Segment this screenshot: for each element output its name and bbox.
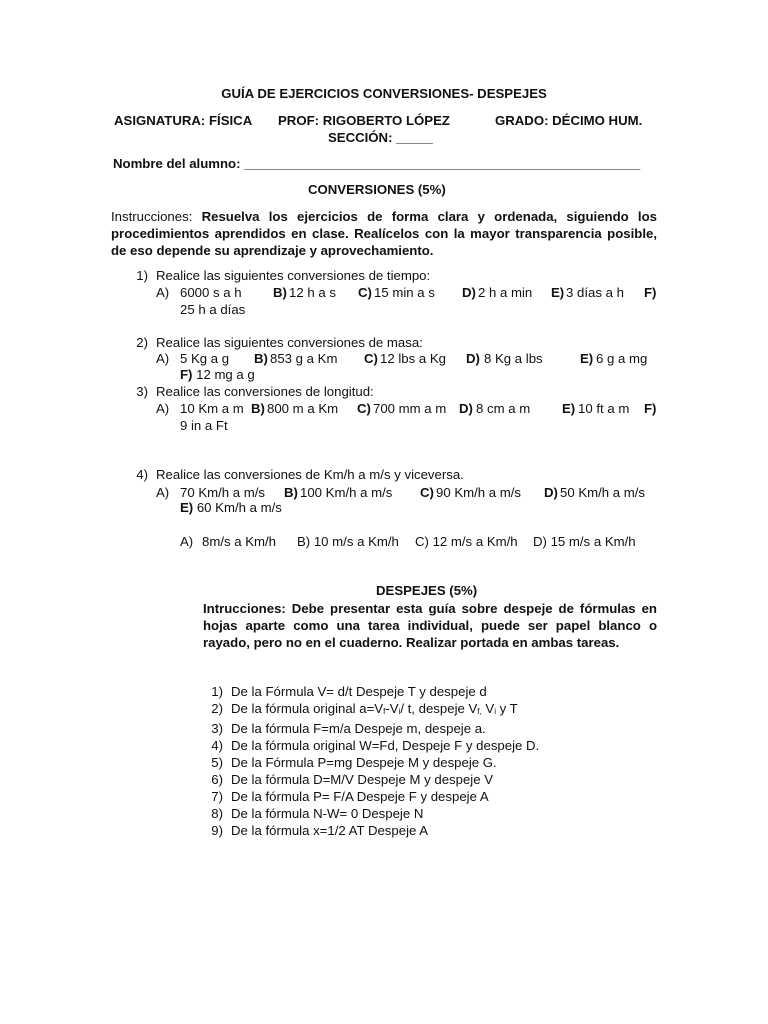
option-text: 12 lbs a Kg [380, 351, 446, 366]
list-item [201, 754, 539, 771]
item-number: 1) [211, 684, 223, 699]
list-item [201, 771, 539, 788]
option-text: 90 Km/h a m/s [436, 485, 522, 500]
option-letter: A) [156, 401, 170, 416]
item-number: 9) [211, 823, 223, 838]
item-number: 7) [211, 789, 223, 804]
item-text: De la fórmula original a=V [231, 701, 384, 716]
professor-label: PROF: RIGOBERTO LÓPEZ [278, 113, 450, 128]
option-text: 15 min a s [374, 285, 435, 300]
item-text: -V [385, 701, 399, 716]
option-text: 8m/s a Km/h [202, 534, 277, 549]
question-1-options [156, 284, 658, 301]
question-3 [126, 383, 374, 400]
instructions-text: Resuelva los ejercicios de forma clara y ordenada, siguiendo los procedimientos aprendidos en clase. Realícelos con la mayor transparencia posible, de eso depende su aprendizaje y aprovechamiento. [111, 209, 657, 258]
question-text: Realice las siguientes conversiones de masa: [156, 335, 423, 350]
option-letter: E) [562, 401, 576, 416]
question-1 [126, 267, 430, 284]
option-letter: D) [462, 285, 476, 300]
option-text: 800 m a Km [267, 401, 339, 416]
question-3-options-cont: 9 in a Ft [180, 418, 228, 433]
despejes-instructions: Intrucciones: Debe presentar esta guía sobre despeje de fórmulas en hojas aparte como una tarea individual, puede ser papel blanco o rayado, pero no en el cuaderno. Realizar portada en ambas tareas. [203, 601, 657, 650]
option-letter: D) [544, 485, 558, 500]
option-letter: E) [180, 500, 194, 515]
question-number: 3) [136, 384, 148, 399]
option-letter: C) [420, 485, 434, 500]
option-text: 60 Km/h a m/s [193, 500, 282, 515]
item-text: y T [496, 701, 518, 716]
item-text: De la fórmula P= F/A Despeje F y despeje A [231, 789, 489, 804]
item-text: V [481, 701, 495, 716]
question-2-options [156, 350, 658, 367]
option-text: 700 mm a m [373, 401, 447, 416]
item-text: / t, despeje V [400, 701, 478, 716]
question-1-options-cont: 25 h a días [180, 302, 246, 317]
option-letter: B) [251, 401, 265, 416]
option-letter: F) [644, 401, 657, 416]
option-letter: D) [459, 401, 473, 416]
question-2 [126, 334, 423, 351]
list-item [201, 822, 539, 839]
subscript: i [494, 707, 496, 716]
option-letter: E) [580, 351, 594, 366]
question-text: Realice las conversiones de longitud: [156, 384, 374, 399]
subject-label: ASIGNATURA: FÍSICA [114, 113, 253, 128]
conversiones-instructions [111, 208, 657, 259]
option-letter: B) [254, 351, 268, 366]
option-text: C) 12 m/s a Km/h [415, 534, 518, 549]
item-number: 6) [211, 772, 223, 787]
question-number: 1) [136, 268, 148, 283]
subscript: f [383, 707, 386, 716]
option-text: 12 h a s [289, 285, 336, 300]
option-letter: D) [466, 351, 480, 366]
question-2-options-cont [180, 366, 255, 383]
list-item [201, 700, 539, 720]
subscript: i [398, 707, 401, 716]
option-letter: A) [156, 485, 170, 500]
item-number: 3) [211, 721, 223, 736]
item-text: De la fórmula F=m/a Despeje m, despeje a. [231, 721, 486, 736]
option-text: 6 g a mg [596, 351, 648, 366]
option-text: D) 15 m/s a Km/h [533, 534, 636, 549]
grade-label: GRADO: DÉCIMO HUM. [495, 113, 643, 128]
option-letter: A) [180, 534, 194, 549]
option-text: 10 Km a m [180, 401, 244, 416]
option-text: 5 Kg a g [180, 351, 230, 366]
option-text: 2 h a min [478, 285, 533, 300]
list-item [201, 720, 539, 737]
option-text: 12 mg a g [192, 367, 255, 382]
question-4 [126, 466, 464, 483]
item-text: De la fórmula x=1/2 AT Despeje A [231, 823, 429, 838]
option-text: 3 días a h [566, 285, 624, 300]
option-letter: C) [364, 351, 378, 366]
item-text: De la fórmula D=M/V Despeje M y despeje V [231, 772, 494, 787]
question-number: 2) [136, 335, 148, 350]
option-letter: F) [644, 285, 657, 300]
option-text: 8 cm a m [476, 401, 531, 416]
question-number: 4) [136, 467, 148, 482]
option-text: 10 ft a m [578, 401, 630, 416]
list-item [201, 683, 539, 700]
item-number: 8) [211, 806, 223, 821]
option-letter: F) [180, 367, 193, 382]
option-letter: A) [156, 285, 170, 300]
item-text: De la fórmula N-W= 0 Despeje N [231, 806, 424, 821]
item-number: 2) [211, 701, 223, 716]
question-4-options-ms [180, 533, 660, 550]
list-item [201, 788, 539, 805]
section-label: SECCIÓN: _____ [328, 130, 433, 145]
option-text: 8 Kg a lbs [484, 351, 543, 366]
document-title: GUÍA DE EJERCICIOS CONVERSIONES- DESPEJES [221, 86, 547, 101]
option-text: 6000 s a h [180, 285, 242, 300]
option-letter: E) [551, 285, 565, 300]
option-text: 100 Km/h a m/s [300, 485, 393, 500]
option-text: B) 10 m/s a Km/h [297, 534, 399, 549]
question-text: Realice las siguientes conversiones de tiempo: [156, 268, 431, 283]
subscript: f, [477, 707, 482, 716]
list-item [201, 805, 539, 822]
option-text: 70 Km/h a m/s [180, 485, 266, 500]
option-letter: C) [358, 285, 372, 300]
list-item [201, 737, 539, 754]
student-name-line: Nombre del alumno: ______________________________________________________ [113, 156, 641, 171]
despejes-list [201, 683, 539, 839]
item-text: De la fórmula original W=Fd, Despeje F y despeje D. [231, 738, 540, 753]
instructions-label: Instrucciones: [111, 209, 202, 224]
item-number: 4) [211, 738, 223, 753]
option-text: 853 g a Km [270, 351, 338, 366]
conversiones-heading: CONVERSIONES (5%) [308, 182, 446, 197]
option-letter: B) [273, 285, 287, 300]
item-number: 5) [211, 755, 223, 770]
option-letter: B) [284, 485, 298, 500]
item-text: De la Fórmula P=mg Despeje M y despeje G. [231, 755, 497, 770]
question-text: Realice las conversiones de Km/h a m/s y viceversa. [156, 467, 464, 482]
option-letter: A) [156, 351, 170, 366]
question-3-options [156, 400, 658, 417]
question-4-options-cont [180, 499, 282, 516]
option-letter: C) [357, 401, 371, 416]
option-text: 50 Km/h a m/s [560, 485, 646, 500]
item-text: De la Fórmula V= d/t Despeje T y despeje d [231, 684, 487, 699]
despejes-heading: DESPEJES (5%) [376, 583, 478, 598]
